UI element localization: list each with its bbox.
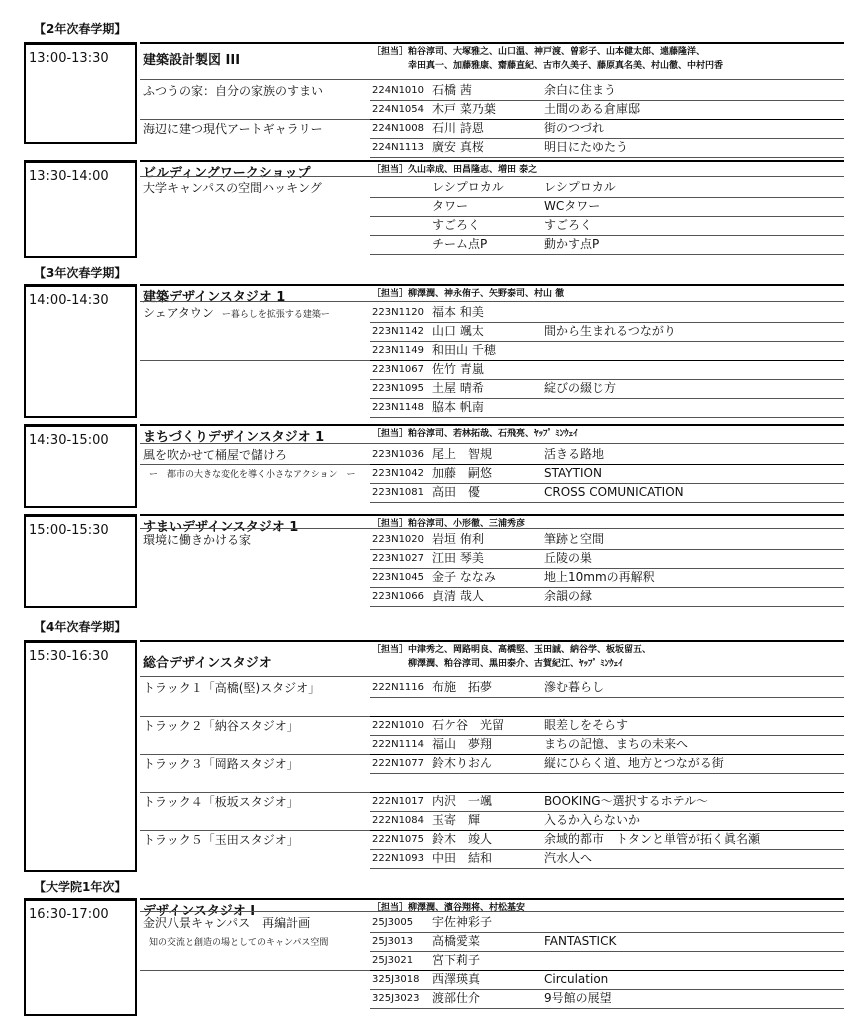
instructors-line: ［担当］久山幸成、田昌隆志、増田 泰之 xyxy=(372,165,538,175)
student-id: 223N1081 xyxy=(372,487,425,498)
student-id: 325J3018 xyxy=(372,974,420,985)
row-rule xyxy=(370,417,844,418)
header-rule xyxy=(370,443,844,444)
work-title: 筆跡と空間 xyxy=(544,532,605,546)
section-heading: 【2年次春学期】 xyxy=(34,22,127,36)
student-id: 222N1093 xyxy=(372,853,425,864)
header-rule xyxy=(370,676,844,677)
work-title: すごろく xyxy=(544,218,593,232)
student-id: 223N1027 xyxy=(372,553,425,564)
student-name: 布施 拓夢 xyxy=(432,680,493,694)
student-id: 222N1077 xyxy=(372,758,425,769)
student-id: 222N1010 xyxy=(372,720,425,731)
project-name: 環境に働きかける家 xyxy=(143,533,252,547)
student-id: 223N1095 xyxy=(372,383,425,394)
row-rule xyxy=(370,606,844,607)
work-title: 土間のある倉庫邸 xyxy=(544,102,641,116)
header-rule xyxy=(140,79,370,80)
project-name: トラック１「高橋(堅)スタジオ」 xyxy=(143,681,321,695)
student-name: 高田 優 xyxy=(432,485,481,499)
studio-title: 総合デザインスタジオ xyxy=(143,656,272,671)
time-slot: 13:30-14:00 xyxy=(24,160,137,258)
header-rule xyxy=(370,911,844,912)
student-id: 25J3005 xyxy=(372,917,414,928)
header-rule xyxy=(140,911,370,912)
student-name: 宮下莉子 xyxy=(432,953,481,967)
work-title: 眼差しをそらす xyxy=(544,718,629,732)
header-rule xyxy=(370,301,844,302)
student-name: 玉寄 輝 xyxy=(432,813,481,827)
time-slot: 15:30-16:30 xyxy=(24,640,137,872)
student-id: 223N1148 xyxy=(372,402,425,413)
student-name: 鈴木 竣人 xyxy=(432,832,493,846)
student-id: 325J3023 xyxy=(372,993,420,1004)
student-name: 宇佐神彩子 xyxy=(432,915,493,929)
student-name: 中田 結和 xyxy=(432,851,493,865)
header-rule xyxy=(140,301,370,302)
student-name: 高橋愛菜 xyxy=(432,934,481,948)
work-title: 汽水人へ xyxy=(544,851,593,865)
project-name: ふつうの家：自分の家族のすまい xyxy=(143,84,324,98)
instructors-line: ［担当］中津秀之、岡路明良、高橋堅、玉田誠、納谷学、板坂留五、 xyxy=(372,645,652,655)
row-rule xyxy=(370,773,844,774)
student-name: 佐竹 青嵐 xyxy=(432,362,484,376)
session-block xyxy=(24,42,844,154)
time-slot: 14:30-15:00 xyxy=(24,424,137,508)
student-name: 石ケ谷 光留 xyxy=(432,718,505,732)
header-rule xyxy=(140,528,370,529)
student-name: 和田山 千穂 xyxy=(432,343,496,357)
work-title: 活きる路地 xyxy=(544,447,605,461)
work-title: FANTASTICK xyxy=(544,934,617,948)
student-name: 渡部仕介 xyxy=(432,991,481,1005)
student-id: 224N1113 xyxy=(372,142,425,153)
session-block xyxy=(24,284,844,422)
header-rule xyxy=(140,676,370,677)
work-title: 綻びの綴じ方 xyxy=(544,381,617,395)
work-title: 街のつづれ xyxy=(544,121,605,135)
student-name: 西澤瑛真 xyxy=(432,972,481,986)
work-title: BOOKING〜選択するホテル〜 xyxy=(544,794,708,808)
work-title: 余白に住まう xyxy=(544,83,617,97)
project-name: シェアタウン ー暮らしを拡張する建築ー xyxy=(143,306,330,320)
student-id: 222N1114 xyxy=(372,739,425,750)
student-name: 脇本 帆南 xyxy=(432,400,484,414)
project-name: 海辺に建つ現代アートギャラリー xyxy=(143,122,323,136)
student-id: 223N1142 xyxy=(372,326,425,337)
student-name: 木戸 菜乃葉 xyxy=(432,102,496,116)
group-rule xyxy=(140,360,370,361)
session-block xyxy=(24,640,844,876)
row-rule xyxy=(370,1008,844,1009)
project-subtitle: ー暮らしを拡張する建築ー xyxy=(221,310,330,320)
time-slot: 16:30-17:00 xyxy=(24,898,137,1016)
time-slot: 15:00-15:30 xyxy=(24,514,137,608)
time-slot: 14:00-14:30 xyxy=(24,284,137,418)
session-block xyxy=(24,424,844,512)
work-title: まちの記憶、まちの未来へ xyxy=(544,737,689,751)
student-name: 土屋 晴希 xyxy=(432,381,484,395)
student-id: 223N1066 xyxy=(372,591,425,602)
project-name: トラック４「板坂スタジオ」 xyxy=(143,795,299,809)
row-rule xyxy=(370,868,844,869)
project-name: トラック３「岡路スタジオ」 xyxy=(143,757,299,771)
student-name: 石橋 茜 xyxy=(432,83,472,97)
group-rule xyxy=(140,464,370,465)
project-subtitle: ー 都市の大きな変化を導く小さなアクション ー xyxy=(149,470,356,480)
project-name: トラック２「納谷スタジオ」 xyxy=(143,719,299,733)
work-title: 明日にたゆたう xyxy=(544,140,629,154)
work-title: 余域的都市 トタンと単管が拓く眞名瀬 xyxy=(544,832,761,846)
work-title: WCタワー xyxy=(544,199,601,213)
student-name: 尾上 智規 xyxy=(432,447,493,461)
header-rule xyxy=(370,79,844,80)
instructors-line: ［担当］柳澤潤、濱谷翔将、村松基安 xyxy=(372,903,526,913)
row-rule xyxy=(370,157,844,158)
section-heading: 【大学院1年次】 xyxy=(34,880,127,894)
session-block xyxy=(24,898,844,1020)
student-id: 25J3013 xyxy=(372,936,414,947)
student-id: 224N1010 xyxy=(372,85,425,96)
instructors-line: ［担当］粕谷淳司、大塚雅之、山口温、神戸渡、曽彩子、山本健太郎、遠藤隆洋、 xyxy=(372,47,706,57)
student-id: 223N1036 xyxy=(372,449,425,460)
student-name: 岩垣 侑利 xyxy=(432,532,484,546)
row-rule xyxy=(370,502,844,503)
studio-title: ビルディングワークショップ xyxy=(143,166,311,181)
work-title: CROSS COMUNICATION xyxy=(544,485,684,499)
student-id: 223N1120 xyxy=(372,307,425,318)
student-name: 江田 琴美 xyxy=(432,551,484,565)
student-name: 鈴木りおん xyxy=(432,756,493,770)
student-name: チーム点P xyxy=(432,237,488,251)
student-id: 222N1075 xyxy=(372,834,425,845)
time-slot: 13:00-13:30 xyxy=(24,42,137,144)
student-name: 石川 詩恩 xyxy=(432,121,484,135)
studio-title: すまいデザインスタジオ 1 xyxy=(143,520,299,535)
section-heading: 【3年次春学期】 xyxy=(34,266,127,280)
studio-title: デザインスタジオ I xyxy=(143,904,256,919)
header-rule xyxy=(140,176,370,177)
student-name: 福山 夢翔 xyxy=(432,737,493,751)
project-name: 大学キャンパスの空間ハッキング xyxy=(143,181,322,195)
work-title: Circulation xyxy=(544,972,609,986)
group-rule xyxy=(140,970,370,971)
student-id: 222N1116 xyxy=(372,682,425,693)
instructors-line: 幸田真一、加藤雅康、齋藤直紀、古市久美子、藤原真名美、村山徹、中村円香 xyxy=(372,61,724,71)
work-title: 丘陵の巣 xyxy=(544,551,593,565)
header-rule xyxy=(140,443,370,444)
student-name: 廣安 真桜 xyxy=(432,140,484,154)
student-name: タワー xyxy=(432,199,469,213)
work-title: 滲む暮らし xyxy=(544,680,605,694)
work-title: 間から生まれるつながり xyxy=(544,324,676,338)
session-block xyxy=(24,160,844,262)
student-id: 223N1149 xyxy=(372,345,425,356)
studio-title: 建築デザインスタジオ 1 xyxy=(143,290,286,305)
header-rule xyxy=(370,528,844,529)
student-id: 25J3021 xyxy=(372,955,414,966)
student-id: 222N1017 xyxy=(372,796,425,807)
header-rule xyxy=(370,176,844,177)
work-title: 動かす点P xyxy=(544,237,600,251)
session-block xyxy=(24,514,844,612)
work-title: 縦にひらく道、地方とつながる街 xyxy=(544,756,724,770)
student-id: 223N1042 xyxy=(372,468,425,479)
instructors-line: 柳澤潤、粕谷淳司、黒田泰介、古賀紀江、ﾔｯﾌﾟ ﾐﾝｳｪｲ xyxy=(372,659,623,669)
student-name: 内沢 一颯 xyxy=(432,794,493,808)
student-name: 金子 ななみ xyxy=(432,570,496,584)
work-title: レシプロカル xyxy=(544,180,616,194)
student-name: 山口 颯太 xyxy=(432,324,484,338)
student-id: 224N1008 xyxy=(372,123,425,134)
work-title: 9号館の展望 xyxy=(544,991,612,1005)
work-title: 入るか入らないか xyxy=(544,813,641,827)
student-name: 加藤 嗣悠 xyxy=(432,466,493,480)
studio-title: 建築設計製図 III xyxy=(143,53,241,68)
student-id: 224N1054 xyxy=(372,104,425,115)
studio-title: まちづくりデザインスタジオ 1 xyxy=(143,430,325,445)
project-name: 金沢八景キャンパス 再編計画 xyxy=(143,916,311,930)
row-rule xyxy=(370,697,844,698)
instructors-line: ［担当］粕谷淳司、小形徹、三浦秀彦 xyxy=(372,519,526,529)
student-name: 貞清 哉人 xyxy=(432,589,484,603)
work-title: 余韻の縁 xyxy=(544,589,593,603)
project-name: 風を吹かせて桶屋で儲けろ xyxy=(143,448,288,462)
work-title: 地上10mmの再解釈 xyxy=(544,570,655,584)
student-name: すごろく xyxy=(432,218,481,232)
row-rule xyxy=(370,254,844,255)
student-id: 222N1084 xyxy=(372,815,425,826)
section-heading: 【4年次春学期】 xyxy=(34,620,127,634)
student-id: 223N1045 xyxy=(372,572,425,583)
student-name: レシプロカル xyxy=(432,180,504,194)
project-name: トラック５「玉田スタジオ」 xyxy=(143,833,299,847)
instructors-line: ［担当］粕谷淳司、若林拓哉、石飛亮、ﾔｯﾌﾟ ﾐﾝｳｪｲ xyxy=(372,429,578,439)
work-title: STAYTION xyxy=(544,466,602,480)
project-subtitle: 知の交流と創造の場としてのキャンパス空間 xyxy=(149,938,329,948)
student-id: 223N1067 xyxy=(372,364,425,375)
student-name: 福本 和美 xyxy=(432,305,484,319)
instructors-line: ［担当］柳澤潤、神永侑子、矢野泰司、村山 徹 xyxy=(372,289,565,299)
student-id: 223N1020 xyxy=(372,534,425,545)
